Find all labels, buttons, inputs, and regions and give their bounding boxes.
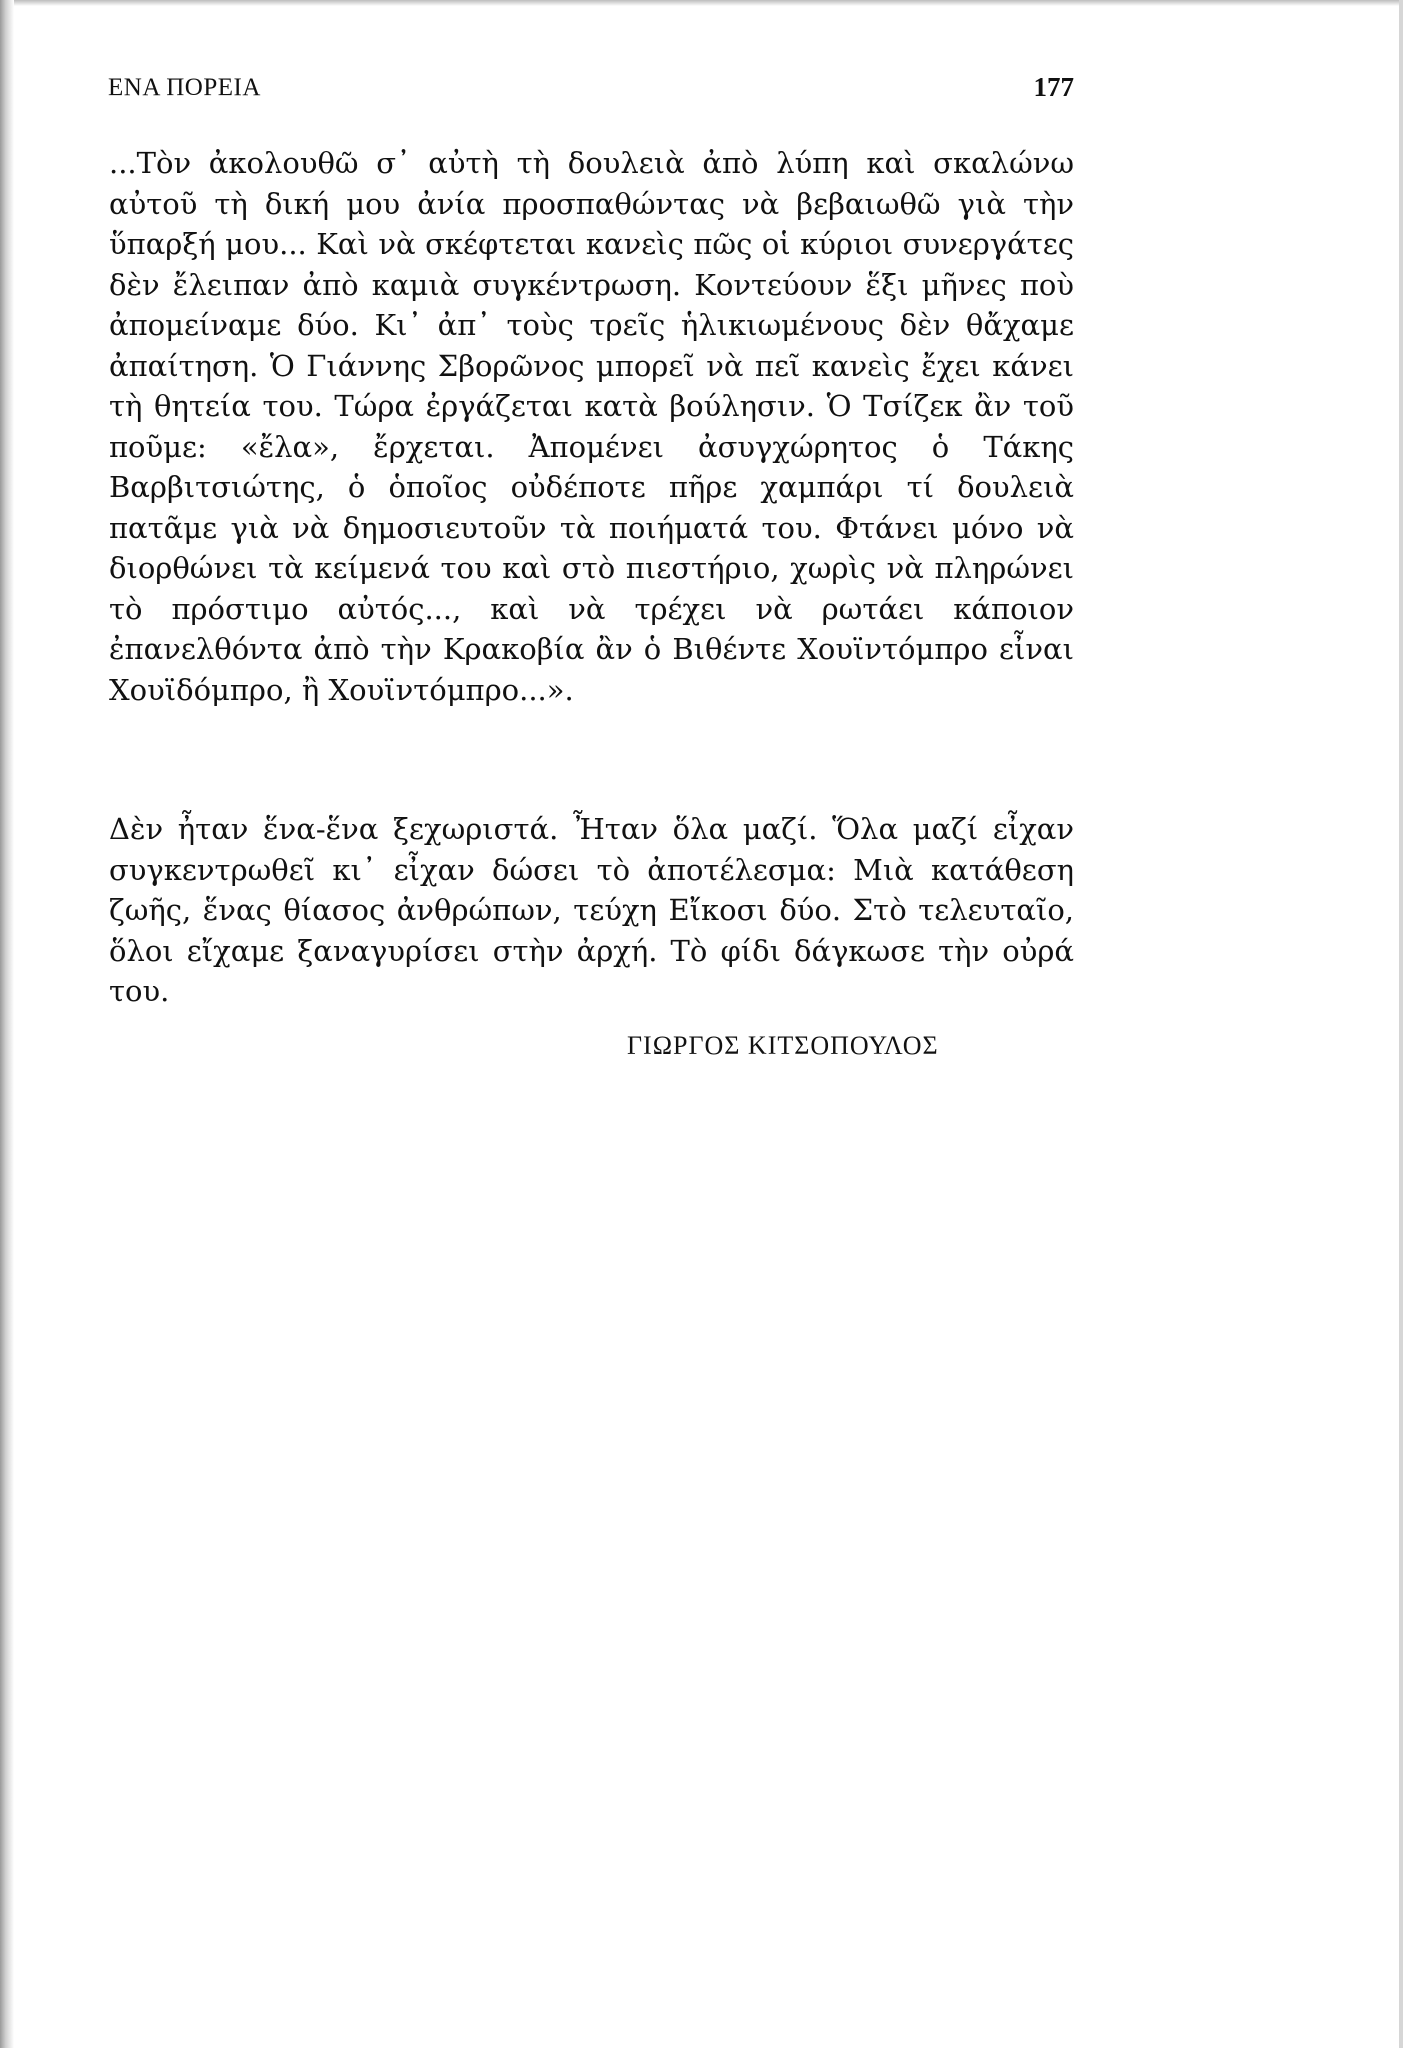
closing-paragraph: Δὲν ἦταν ἕνα-ἕνα ξεχωριστά. Ἦταν ὅλα μαζί. Ὅλα μαζί εἶχαν συγκεντρωθεῖ κι᾽ εἶχαν δώσει τὸ ἀποτέλεσμα: Μιὰ κατάθεση ζωῆς, ἕνας θίασος ἀνθρώπων, τεύχη Εἴκοσι δύο. Στὸ τελευταῖο, ὅλοι εἴχαμε ξαναγυρίσει στὴν ἀρχή. Τὸ φίδι δάγκωσε τὴν οὐρά του. <box>109 812 1074 1008</box>
page-number: 177 <box>1033 72 1074 102</box>
running-title: ΕΝΑ ΠΟΡΕΙΑ <box>108 74 261 101</box>
scan-top-edge <box>0 0 1403 6</box>
author-signature: ΓΙΩΡΓΟΣ ΚΙΤΣΟΠΟΥΛΟΣ <box>627 1031 939 1060</box>
scan-left-edge <box>0 0 14 2048</box>
scan-right-edge <box>1399 0 1403 2048</box>
quoted-paragraph: ...Τὸν ἀκολουθῶ σ᾽ αὐτὴ τὴ δουλειὰ ἀπὸ λύπη καὶ σκαλώνω αὐτοῦ τὴ δική μου ἀνία προσπαθώντας νὰ βεβαιωθῶ γιὰ τὴν ὕπαρξή μου... Καὶ νὰ σκέφτεται κανεὶς πῶς οἱ κύριοι συνεργάτες δὲν ἔλειπαν ἀπὸ καμιὰ συγκέντρωση. Κοντεύουν ἕξι μῆνες ποὺ ἀπομείναμε δύο. Κι᾽ ἀπ᾽ τοὺς τρεῖς ἡλικιωμένους δὲν θἄχαμε ἀπαίτηση. Ὁ Γιάννης Σβορῶνος μπορεῖ νὰ πεῖ κανεὶς ἔχει κάνει τὴ θητεία του. Τώρα ἐργάζεται κατὰ βούλησιν. Ὁ Τσίζεκ ἂν τοῦ ποῦμε: «ἔλα», ἔρχεται. Ἀπομένει ἀσυγχώρητος ὁ Τάκης Βαρβιτσιώτης, ὁ ὁποῖος οὐδέποτε πῆρε χαμπάρι τί δουλειὰ πατᾶμε γιὰ νὰ δημοσιευτοῦν τὰ ποιήματά του. Φτάνει μόνο νὰ διορθώνει τὰ κείμενά του καὶ στὸ πιεστήριο, χωρὶς νὰ πληρώνει τὸ πρόστιμο αὐτός..., καὶ νὰ τρέχει νὰ ρωτάει κάποιον ἐπανελθόντα ἀπὸ τὴν Κρακοβία ἂν ὁ Βιθέντε Χουϊντόμπρο εἶναι Χουϊδόμπρο, ἢ Χουϊντόμπρο...». <box>109 146 1074 707</box>
running-header <box>108 70 1074 110</box>
